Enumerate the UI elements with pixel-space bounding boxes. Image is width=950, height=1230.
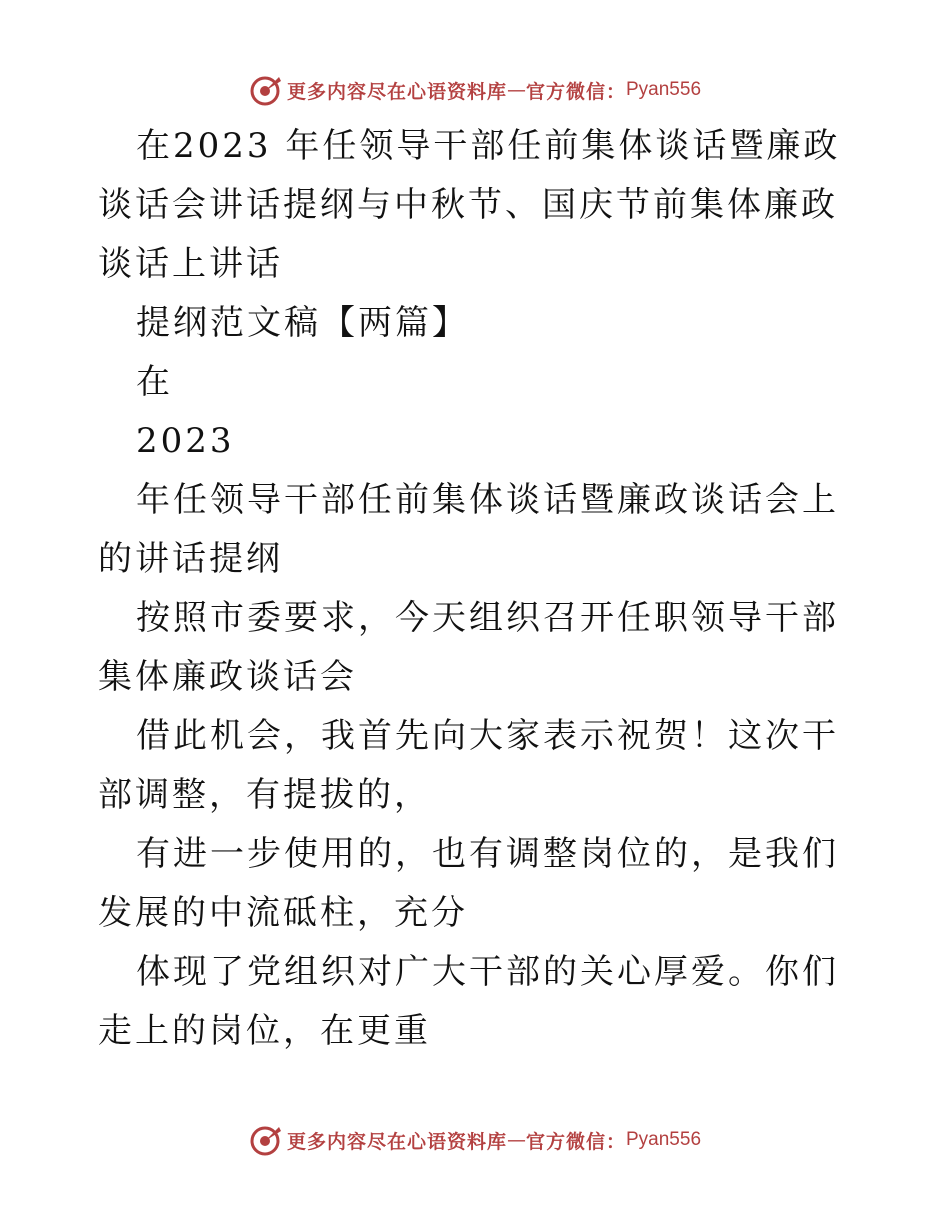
body-paragraph: 有进一步使用的，也有调整岗位的，是我们发展的中流砥柱，充分 — [98, 834, 839, 933]
header-account-id: Pyan556 — [626, 79, 702, 100]
header-separator: — — [506, 79, 526, 101]
header-account-label: 官方微信： — [525, 80, 626, 103]
subtitle-paragraph: 提纲范文稿【两篇】 — [136, 303, 469, 343]
title-paragraph: 在2023 年任领导干部任前集体谈话暨廉政谈话会讲话提纲与中秋节、国庆节前集体廉政谈话上讲话 — [98, 126, 841, 284]
footer-account-id: Pyan556 — [626, 1129, 702, 1150]
body-paragraph: 在 — [136, 362, 173, 402]
document-body — [98, 117, 858, 1061]
footer-banner — [0, 1120, 950, 1160]
footer-account-label: 官方微信： — [525, 1130, 626, 1153]
footer-brand-text: 更多内容尽在心语资料库 — [286, 1130, 507, 1153]
header-banner — [0, 70, 950, 110]
body-paragraph: 体现了党组织对广大干部的关心厚爱。你们走上的岗位，在更重 — [98, 952, 839, 1051]
body-paragraph: 2023 — [136, 421, 235, 461]
body-paragraph: 年任领导干部任前集体谈话暨廉政谈话会上的讲话提纲 — [98, 480, 839, 579]
quill-logo-icon — [249, 73, 283, 107]
footer-separator: — — [506, 1129, 526, 1151]
header-brand-text: 更多内容尽在心语资料库 — [286, 80, 507, 103]
body-paragraph: 按照市委要求，今天组织召开任职领导干部集体廉政谈话会 — [98, 598, 839, 697]
body-paragraph: 借此机会，我首先向大家表示祝贺！这次干部调整，有提拔的， — [98, 716, 839, 815]
quill-logo-icon — [249, 1123, 283, 1157]
